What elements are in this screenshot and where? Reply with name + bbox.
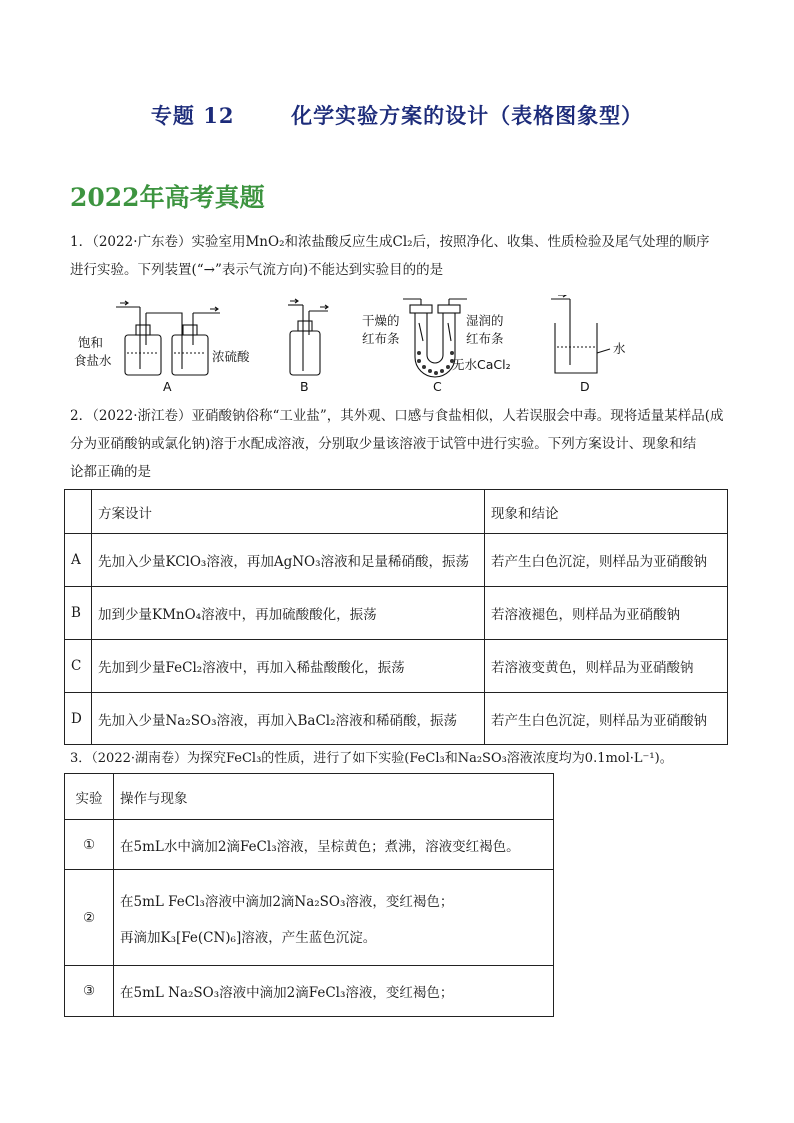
row-result: 若溶液褪色，则样品为亚硝酸钠 xyxy=(485,587,728,640)
apparatus-a xyxy=(116,301,220,375)
row-label: A xyxy=(65,534,92,587)
letter-c: C xyxy=(433,379,442,394)
table-header-design: 方案设计 xyxy=(92,490,485,534)
row-result: 若产生白色沉淀，则样品为亚硝酸钠 xyxy=(485,534,728,587)
label-a-left: 饱和 xyxy=(78,335,104,350)
title-main: 化学实验方案的设计（表格图象型） xyxy=(291,103,644,128)
q2-line1: 2．（2022·浙江卷）亚硝酸钠俗称“工业盐”，其外观、口感与食盐相似，人若误服会中毒。现将适量某样品(成 xyxy=(70,408,724,424)
question-2 xyxy=(70,402,730,486)
q2-line3: 论都正确的是 xyxy=(70,464,151,480)
label-a-left2: 食盐水 xyxy=(74,353,112,368)
label-c-bottom: 无水CaCl₂ xyxy=(452,357,511,372)
table-header-blank xyxy=(65,490,92,534)
page-title xyxy=(0,100,794,130)
row-label: C xyxy=(65,640,92,693)
row-label: ③ xyxy=(65,966,114,1017)
label-c-right2: 红布条 xyxy=(466,331,504,346)
q2-line2: 分为亚硝酸钠或氯化钠)溶于水配成溶液，分别取少量该溶液于试管中进行实验。下列方案设计、现象和结 xyxy=(70,436,697,452)
row-ops-line: 在5mL水中滴加2滴FeCl₃溶液，呈棕黄色；煮沸，溶液变红褐色。 xyxy=(120,838,520,855)
table-header-exp: 实验 xyxy=(65,774,114,820)
row-ops xyxy=(114,820,554,870)
letter-b: B xyxy=(300,379,309,394)
row-result: 若溶液变黄色，则样品为亚硝酸钠 xyxy=(485,640,728,693)
label-c-right: 湿润的 xyxy=(466,313,504,328)
row-design: 先加到少量FeCl₂溶液中，再加入稀盐酸酸化，振荡 xyxy=(92,640,485,693)
apparatus-diagram xyxy=(70,295,670,395)
row-ops xyxy=(114,966,554,1017)
row-label: D xyxy=(65,693,92,745)
label-a-right: 浓硫酸 xyxy=(212,349,250,364)
row-ops-line: 在5mL Na₂SO₃溶液中滴加2滴FeCl₃溶液，变红褐色； xyxy=(120,985,454,1001)
row-result: 若产生白色沉淀，则样品为亚硝酸钠 xyxy=(485,693,728,745)
q1-line2: 进行实验。下列装置(“→”表示气流方向)不能达到实验目的的是 xyxy=(70,262,444,278)
row-label: ② xyxy=(65,870,114,966)
row-ops xyxy=(114,870,554,966)
letter-a: A xyxy=(163,379,172,394)
row-label: B xyxy=(65,587,92,640)
table-row xyxy=(65,870,554,966)
table-row xyxy=(65,966,554,1017)
table-header-row xyxy=(65,774,554,820)
table-row xyxy=(65,534,728,587)
row-ops-line: 再滴加K₃[Fe(CN)₆]溶液，产生蓝色沉淀。 xyxy=(120,929,377,946)
apparatus-d xyxy=(551,295,610,373)
apparatus-b xyxy=(288,299,328,375)
q2-table xyxy=(64,489,728,745)
title-prefix: 专题 12 xyxy=(150,103,235,128)
label-d-right: 水 xyxy=(613,341,626,356)
question-1 xyxy=(70,228,730,284)
table-row xyxy=(65,587,728,640)
q3-table xyxy=(64,773,554,1017)
table-header-ops: 操作与现象 xyxy=(114,774,554,820)
row-design: 加到少量KMnO₄溶液中，再加硫酸酸化，振荡 xyxy=(92,587,485,640)
letter-d: D xyxy=(580,379,590,394)
table-header-result: 现象和结论 xyxy=(485,490,728,534)
table-header-row xyxy=(65,490,728,534)
row-design: 先加入少量KClO₃溶液，再加AgNO₃溶液和足量稀硝酸，振荡 xyxy=(92,534,485,587)
label-c-left: 干燥的 xyxy=(362,313,400,328)
q3-line1: 3．（2022·湖南卷）为探究FeCl₃的性质，进行了如下实验(FeCl₃和Na₂SO₃溶液浓度均为0.1mol·L⁻¹)。 xyxy=(70,751,673,766)
section-heading: 2022年高考真题 xyxy=(70,183,265,212)
row-design: 先加入少量Na₂SO₃溶液，再加入BaCl₂溶液和稀硝酸，振荡 xyxy=(92,693,485,745)
table-row xyxy=(65,693,728,745)
row-label: ① xyxy=(65,820,114,870)
table-row xyxy=(65,640,728,693)
table-row xyxy=(65,820,554,870)
q1-line1: 1．（2022·广东卷）实验室用MnO₂和浓盐酸反应生成Cl₂后，按照净化、收集、性质检验及尾气处理的顺序 xyxy=(70,234,710,250)
label-c-left2: 红布条 xyxy=(362,331,400,346)
question-3 xyxy=(70,745,730,773)
row-ops-line: 在5mL FeCl₃溶液中滴加2滴Na₂SO₃溶液，变红褐色； xyxy=(120,893,454,910)
